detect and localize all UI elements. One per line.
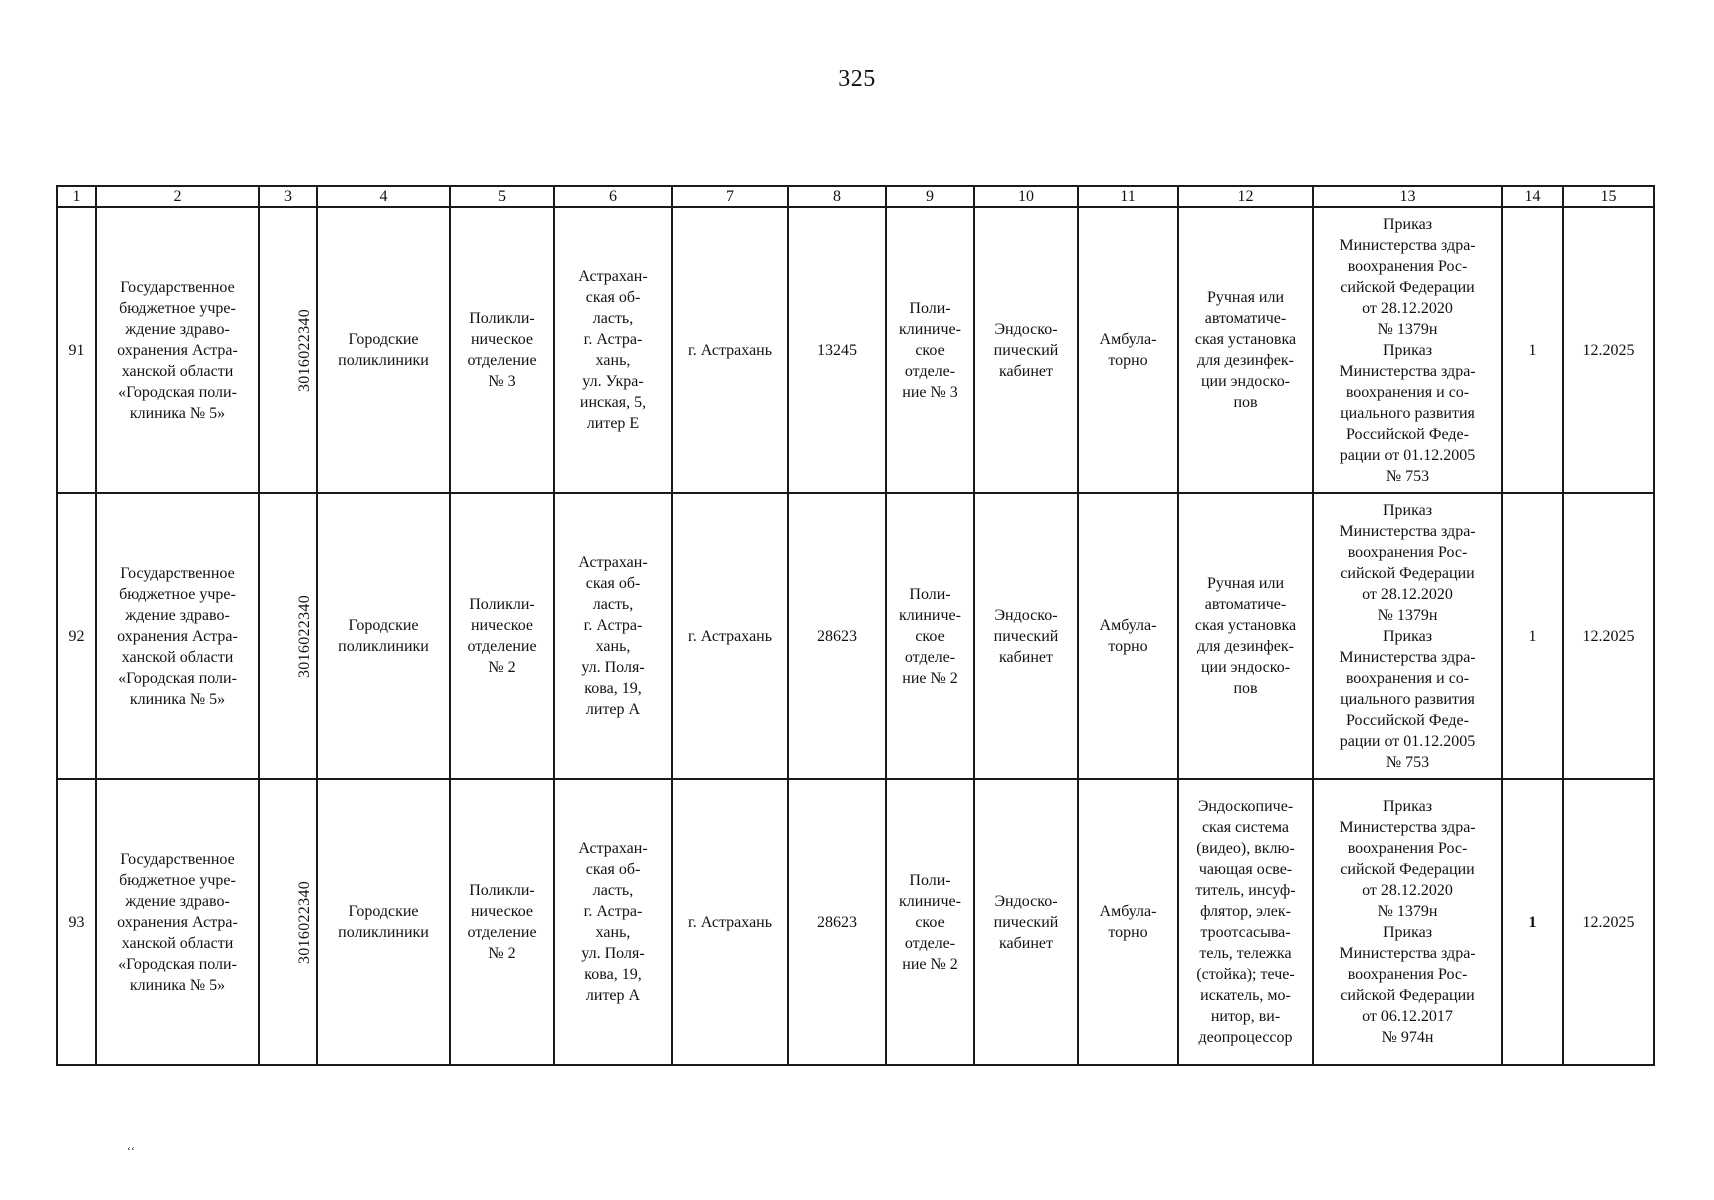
city-cell bbox=[672, 493, 788, 779]
subdivision-name: Поликли- ническое отделение № 2 bbox=[467, 596, 537, 676]
mode-cell bbox=[1078, 779, 1178, 1065]
organization-name: Государственное бюджетное учре- ждение здраво- охранения Астра- ханской области «Городская поли- клиника № 5» bbox=[117, 850, 238, 994]
inn-value: 3016022340 bbox=[296, 880, 313, 964]
inn-cell bbox=[259, 779, 317, 1065]
quantity-value: 1 bbox=[1528, 627, 1537, 645]
column-header: 3 bbox=[259, 186, 317, 207]
column-header: 2 bbox=[96, 186, 259, 207]
type-cell bbox=[317, 493, 450, 779]
legal-basis-text: Приказ Министерства здра- воохранения Рос- сийской Федерации от 28.12.2020 № 1379н Приказ Министерства здра- воохранения и со- циального развития Российской Феде- рации от 01.12.2005 № 753 bbox=[1339, 215, 1476, 485]
equipment-cell bbox=[1178, 779, 1313, 1065]
inn-value: 3016022340 bbox=[296, 594, 313, 678]
department-name: Поли- клиниче- ское отделе- ние № 2 bbox=[899, 585, 961, 687]
department-cell bbox=[886, 779, 974, 1065]
room-name: Эндоско- пический кабинет bbox=[993, 892, 1059, 952]
quantity-cell bbox=[1502, 779, 1563, 1065]
organization-type: Городские поликлиники bbox=[338, 331, 429, 369]
room-cell bbox=[974, 493, 1078, 779]
column-header: 4 bbox=[317, 186, 450, 207]
code-cell bbox=[788, 779, 886, 1065]
equipment-cell bbox=[1178, 207, 1313, 493]
mode-cell bbox=[1078, 493, 1178, 779]
city-cell bbox=[672, 779, 788, 1065]
equipment-text: Ручная или автоматиче- ская установка для дезинфек- ции эндоско- пов bbox=[1194, 575, 1297, 697]
mode-cell bbox=[1078, 207, 1178, 493]
row-number-cell bbox=[57, 493, 96, 779]
care-mode: Амбула- торно bbox=[1099, 617, 1157, 655]
table-row bbox=[57, 207, 1654, 493]
code-value: 28623 bbox=[817, 627, 857, 645]
row-number: 91 bbox=[68, 341, 85, 359]
column-header: 11 bbox=[1078, 186, 1178, 207]
type-cell bbox=[317, 779, 450, 1065]
basis-cell bbox=[1313, 207, 1502, 493]
row-number: 92 bbox=[68, 627, 85, 645]
basis-cell bbox=[1313, 493, 1502, 779]
column-header: 5 bbox=[450, 186, 554, 207]
date-value: 12.2025 bbox=[1582, 913, 1635, 931]
column-header: 1 bbox=[57, 186, 96, 207]
organization-cell bbox=[96, 779, 259, 1065]
organization-name: Государственное бюджетное учре- ждение здраво- охранения Астра- ханской области «Городская поли- клиника № 5» bbox=[117, 278, 238, 422]
column-header: 8 bbox=[788, 186, 886, 207]
quantity-cell bbox=[1502, 493, 1563, 779]
subdivision-cell bbox=[450, 207, 554, 493]
inn-cell bbox=[259, 493, 317, 779]
column-header: 7 bbox=[672, 186, 788, 207]
register-table bbox=[56, 185, 1655, 1066]
department-name: Поли- клиниче- ское отделе- ние № 3 bbox=[899, 299, 961, 401]
equipment-text: Эндоскопиче- ская система (видео), вклю- чающая осве- титель, инсуф- флятор, элек- троотсасыва- тель, тележка (стойка); тече- искатель, мо- нитор, ви- деопроцессор bbox=[1195, 798, 1296, 1046]
subdivision-cell bbox=[450, 779, 554, 1065]
room-name: Эндоско- пический кабинет bbox=[993, 320, 1059, 380]
address-text: Астрахан- ская об- ласть, г. Астра- хань, ул. Поля- кова, 19, литер А bbox=[578, 840, 648, 1004]
city-name: г. Астрахань bbox=[687, 913, 773, 931]
city-name: г. Астрахань bbox=[687, 341, 773, 359]
equipment-text: Ручная или автоматиче- ская установка для дезинфек- ции эндоско- пов bbox=[1194, 289, 1297, 411]
page-number: 325 bbox=[838, 66, 876, 92]
date-value: 12.2025 bbox=[1582, 341, 1635, 359]
row-number-cell bbox=[57, 779, 96, 1065]
type-cell bbox=[317, 207, 450, 493]
subdivision-cell bbox=[450, 493, 554, 779]
column-header: 15 bbox=[1563, 186, 1654, 207]
address-text: Астрахан- ская об- ласть, г. Астра- хань, ул. Укра- инская, 5, литер Е bbox=[578, 268, 648, 432]
column-number-row bbox=[57, 186, 1654, 207]
quantity-cell bbox=[1502, 207, 1563, 493]
department-cell bbox=[886, 207, 974, 493]
stray-mark: ʻʻ bbox=[127, 1144, 135, 1158]
date-value: 12.2025 bbox=[1582, 627, 1635, 645]
code-cell bbox=[788, 207, 886, 493]
code-value: 28623 bbox=[817, 913, 857, 931]
code-value: 13245 bbox=[817, 341, 857, 359]
care-mode: Амбула- торно bbox=[1099, 331, 1157, 369]
room-cell bbox=[974, 779, 1078, 1065]
basis-cell bbox=[1313, 779, 1502, 1065]
subdivision-name: Поликли- ническое отделение № 2 bbox=[467, 882, 537, 962]
care-mode: Амбула- торно bbox=[1099, 903, 1157, 941]
code-cell bbox=[788, 493, 886, 779]
column-header: 13 bbox=[1313, 186, 1502, 207]
column-header: 9 bbox=[886, 186, 974, 207]
quantity-value: 1 bbox=[1528, 341, 1537, 359]
organization-name: Государственное бюджетное учре- ждение здраво- охранения Астра- ханской области «Городская поли- клиника № 5» bbox=[117, 564, 238, 708]
column-header: 10 bbox=[974, 186, 1078, 207]
row-number: 93 bbox=[68, 913, 85, 931]
row-number-cell bbox=[57, 207, 96, 493]
inn-cell bbox=[259, 207, 317, 493]
organization-type: Городские поликлиники bbox=[338, 617, 429, 655]
department-name: Поли- клиниче- ское отделе- ние № 2 bbox=[899, 871, 961, 973]
address-cell bbox=[554, 779, 672, 1065]
equipment-cell bbox=[1178, 493, 1313, 779]
organization-cell bbox=[96, 493, 259, 779]
column-header: 14 bbox=[1502, 186, 1563, 207]
address-text: Астрахан- ская об- ласть, г. Астра- хань, ул. Поля- кова, 19, литер А bbox=[578, 554, 648, 718]
department-cell bbox=[886, 493, 974, 779]
table-row bbox=[57, 493, 1654, 779]
date-cell bbox=[1563, 493, 1654, 779]
subdivision-name: Поликли- ническое отделение № 3 bbox=[467, 310, 537, 390]
organization-cell bbox=[96, 207, 259, 493]
city-cell bbox=[672, 207, 788, 493]
legal-basis-text: Приказ Министерства здра- воохранения Рос- сийской Федерации от 28.12.2020 № 1379н Приказ Министерства здра- воохранения Рос- сийской Федерации от 06.12.2017 № 974н bbox=[1339, 798, 1476, 1046]
address-cell bbox=[554, 207, 672, 493]
organization-type: Городские поликлиники bbox=[338, 903, 429, 941]
column-header: 6 bbox=[554, 186, 672, 207]
inn-value: 3016022340 bbox=[296, 308, 313, 392]
address-cell bbox=[554, 493, 672, 779]
legal-basis-text: Приказ Министерства здра- воохранения Рос- сийской Федерации от 28.12.2020 № 1379н Приказ Министерства здра- воохранения и со- циального развития Российской Феде- рации от 01.12.2005 № 753 bbox=[1339, 501, 1476, 771]
column-header: 12 bbox=[1178, 186, 1313, 207]
date-cell bbox=[1563, 207, 1654, 493]
table-row bbox=[57, 779, 1654, 1065]
room-cell bbox=[974, 207, 1078, 493]
city-name: г. Астрахань bbox=[687, 627, 773, 645]
quantity-value: 1 bbox=[1528, 913, 1537, 931]
room-name: Эндоско- пический кабинет bbox=[993, 606, 1059, 666]
date-cell bbox=[1563, 779, 1654, 1065]
